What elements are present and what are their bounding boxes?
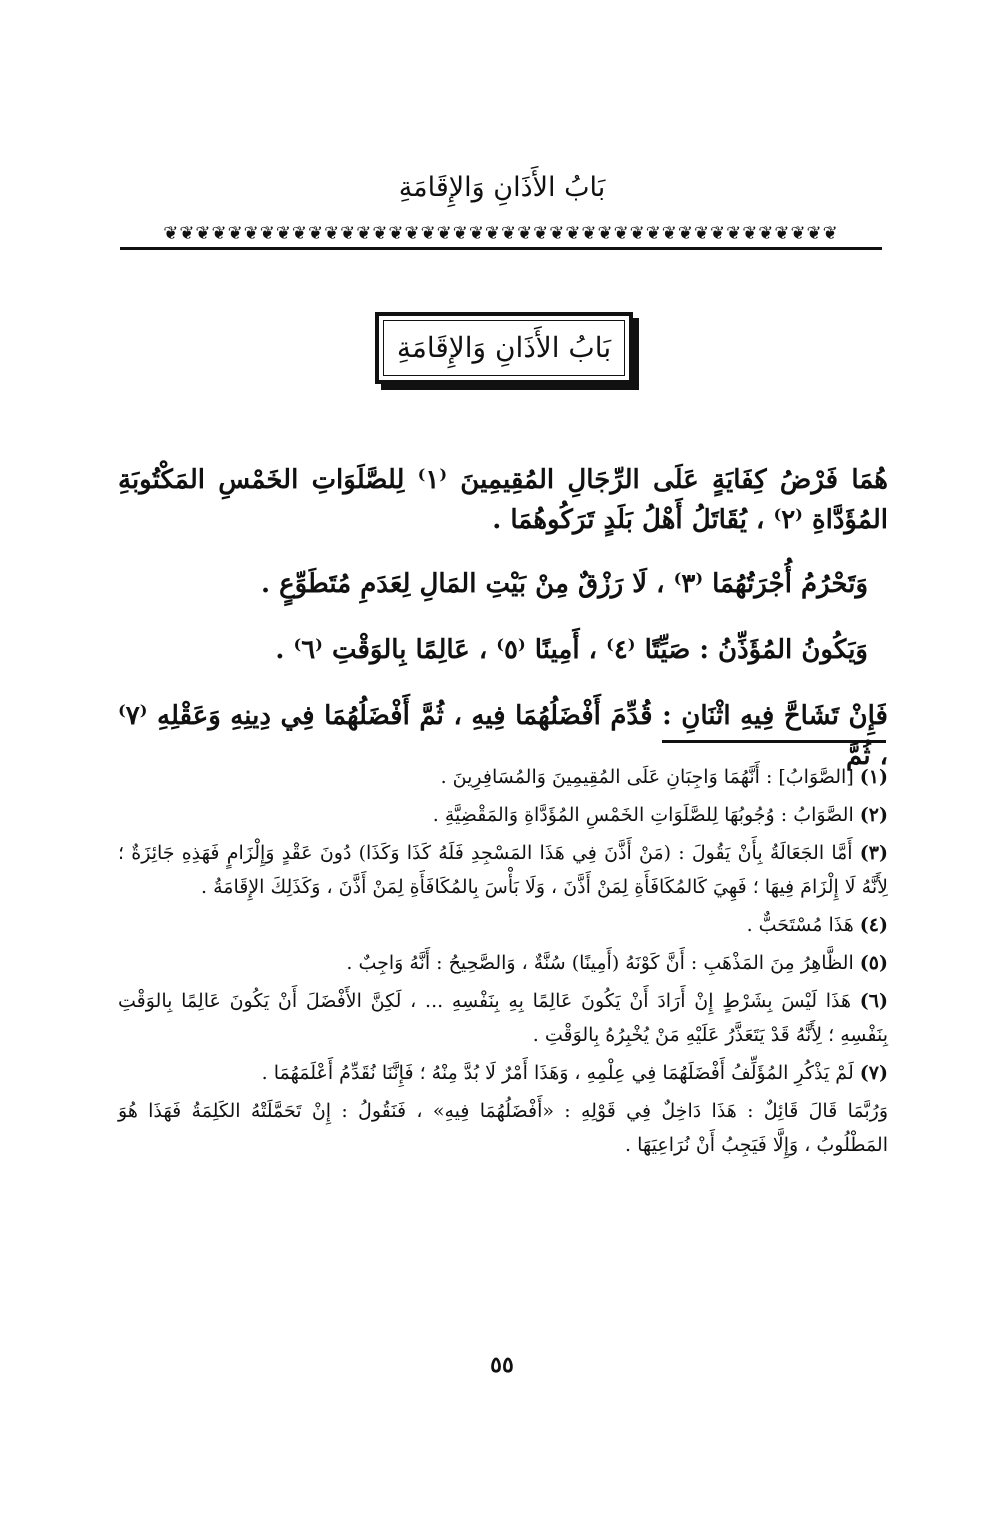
main-paragraph-2: وَتَحْرُمُ أُجْرَتُهُمَا ⁽٣⁾ ، لَا رَزْقٌ مِنْ بَيْتِ المَالِ لِعَدَمِ مُتَطَوِّعٍ . — [261, 569, 868, 599]
footnote-number: (٥) — [859, 952, 888, 974]
main-paragraph-4: فَإِنْ تَشَاحَّ فِيهِ اثْنَانِ : قُدِّمَ أَفْضَلُهُمَا فِيهِ ، ثُمَّ أَفْضَلُهُمَا فِي دِينِهِ وَعَقْلِهِ ⁽٧⁾ ، ثُمَّ — [118, 701, 888, 771]
section-title-box — [375, 312, 633, 384]
footnote-separator — [662, 740, 886, 743]
footnote-text: هَذَا مُسْتَحَبٌّ . — [746, 914, 854, 936]
footnote — [118, 946, 888, 980]
ornamental-divider: ❦❦❦❦❦❦❦❦❦❦❦❦❦❦❦❦❦❦❦❦❦❦❦❦❦❦❦❦❦❦❦❦❦❦❦❦❦❦❦❦❦❦ — [120, 222, 882, 254]
footnote-text: الصَّوَابُ : وُجُوبُهَا لِلصَّلَوَاتِ الخَمْسِ المُؤَدَّاةِ وَالمَقْضِيَّةِ . — [432, 804, 854, 826]
main-text — [118, 460, 888, 802]
footnote-number: (٦) — [859, 990, 888, 1012]
running-header: بَابُ الأَذَانِ وَالإِقَامَةِ — [398, 172, 606, 203]
page-number: ٥٥ — [490, 1352, 514, 1378]
footnote-number: (٣) — [859, 842, 888, 864]
footnote — [118, 798, 888, 832]
footnote-text: لَمْ يَذْكُرِ المُؤَلِّفُ أَفْضَلَهُمَا فِي عِلْمِهِ ، وَهَذَا أَمْرٌ لَا بُدَّ مِنْهُ ؛ فَإِنَّنَا نُقَدِّمُ أَعْلَمَهُمَا . — [261, 1062, 854, 1084]
section-title: بَابُ الأَذَانِ وَالإِقَامَةِ — [396, 331, 612, 364]
footnote — [118, 760, 888, 794]
footnote — [118, 908, 888, 942]
footnote-number: (١) — [859, 766, 888, 788]
footnotes — [118, 760, 888, 1166]
main-paragraph-1: هُمَا فَرْضُ كِفَايَةٍ عَلَى الرِّجَالِ المُقِيمِينَ ⁽١⁾ لِلصَّلَوَاتِ الخَمْسِ المَكْتُوبَةِ المُؤَدَّاةِ ⁽٢⁾ ، يُقَاتَلُ أَهْلُ بَلَدٍ تَرَكُوهُمَا . — [118, 465, 888, 535]
footnote-text: هَذَا لَيْسَ بِشَرْطٍ إِنْ أَرَادَ أَنْ يَكُونَ عَالِمًا بِهِ بِنَفْسِهِ ... ، لَكِنَّ الأَفْضَلَ أَنْ يَكُونَ عَالِمًا بِالوَقْتِ بِنَفْسِهِ ؛ لِأَنَّهُ قَدْ يَتَعَذَّرُ عَلَيْهِ مَنْ يُخْبِرُهُ بِالوَقْتِ . — [118, 990, 888, 1046]
main-paragraph-3: وَيَكُونُ المُؤَذِّنُ : صَيِّتًا ⁽٤⁾ ، أَمِينًا ⁽٥⁾ ، عَالِمًا بِالوَقْتِ ⁽٦⁾ . — [275, 635, 868, 665]
footnote-number: (٧) — [859, 1062, 888, 1084]
footnote-text: الظَّاهِرُ مِنَ المَذْهَبِ : أَنَّ كَوْنَهُ (أَمِينًا) سُنَّةٌ ، وَالصَّحِيحُ : أَنَّهُ وَاجِبٌ . — [346, 952, 854, 974]
footnote-number: (٢) — [859, 804, 888, 826]
footnote — [118, 836, 888, 904]
footnote-continuation — [118, 1094, 888, 1162]
footnote-number: (٤) — [859, 914, 888, 936]
footnote — [118, 984, 888, 1052]
footnote-text: وَرُبَّمَا قَالَ قَائِلٌ : هَذَا دَاخِلٌ فِي قَوْلِهِ : «أَفْضَلُهُمَا فِيهِ» ، فَنَقُولُ : إِنْ تَحَمَّلَتْهُ الكَلِمَةُ فَهَذَا هُوَ المَطْلُوبُ ، وَإِلَّا فَيَجِبُ أَنْ نُرَاعِيَهَا . — [118, 1100, 888, 1156]
footnote-text: أَمَّا الجَعَالَةُ بِأَنْ يَقُولَ : (مَنْ أَذَّنَ فِي هَذَا المَسْجِدِ فَلَهُ كَذَا وَكَذَا) دُونَ عَقْدٍ وَإِلْزَامٍ فَهَذِهِ جَائِزَةٌ ؛ لِأَنَّهُ لَا إِلْزَامَ فِيهَا ؛ فَهِيَ كَالمُكَافَأَةِ لِمَنْ أَذَّنَ ، وَلَا بَأْسَ بِالمُكَافَأَةِ لِمَنْ أَذَّنَ ، وَكَذَلِكَ الإِقَامَةُ . — [118, 842, 888, 898]
footnote-text: [الصَّوَابُ] : أَنَّهُمَا وَاجِبَانِ عَلَى المُقِيمِينَ وَالمُسَافِرِينَ . — [440, 766, 854, 788]
footnote — [118, 1056, 888, 1090]
